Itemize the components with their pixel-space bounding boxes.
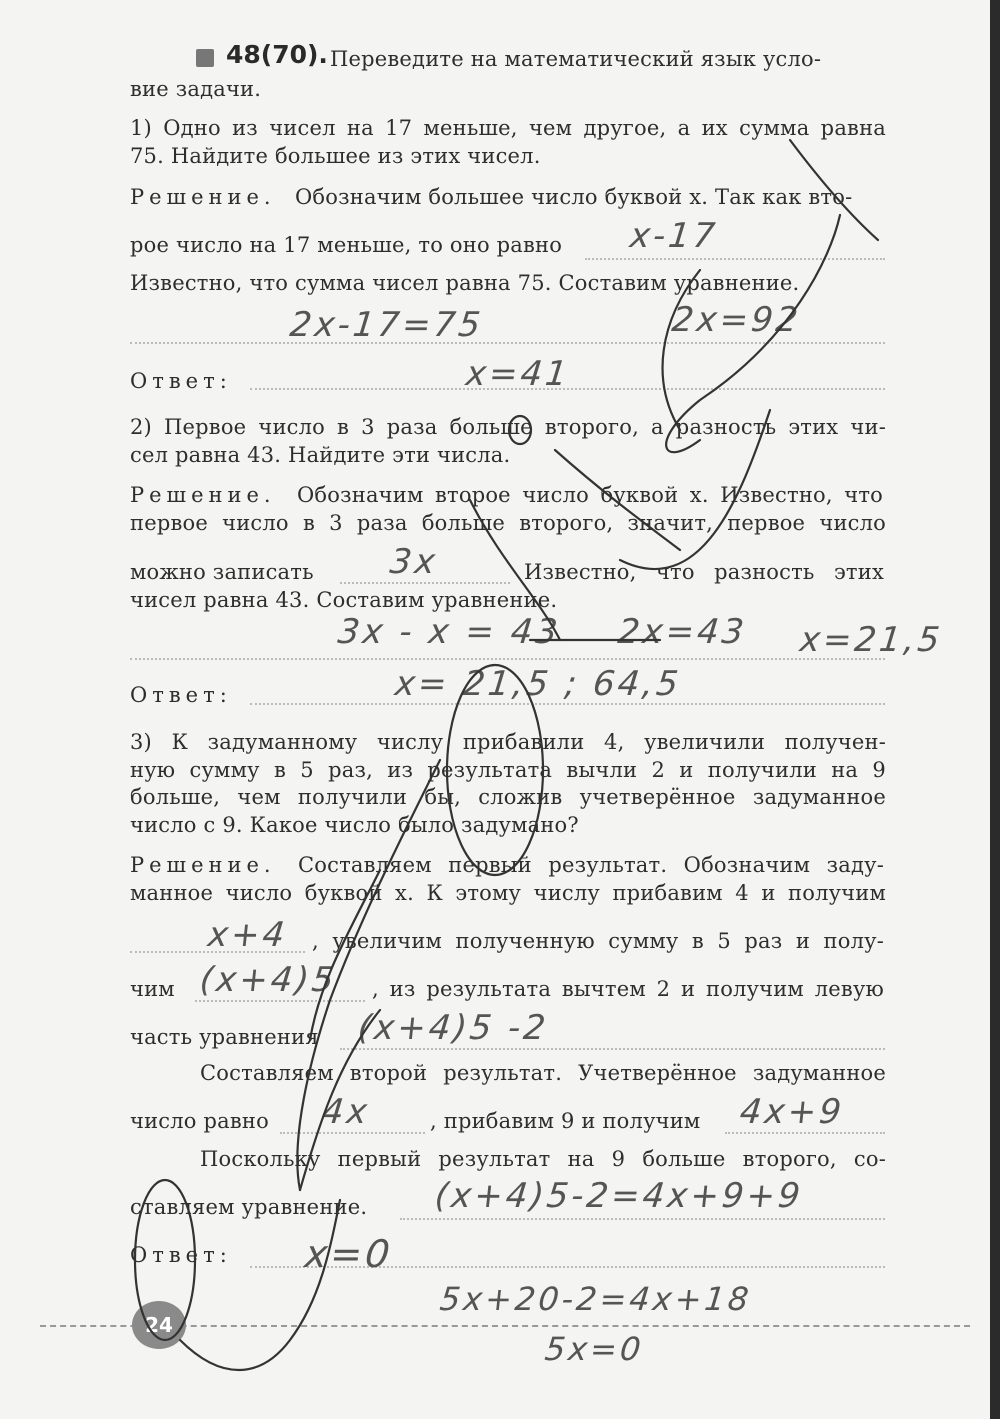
task2-solution-line3a: можно записать (130, 560, 314, 584)
task1-blank-equation (130, 342, 885, 344)
task1-solution-label: Решение. (130, 185, 276, 209)
task3-solution-line4a: чим (130, 977, 175, 1001)
task3-solution-line6: Составляем второй результат. Учетверённое задуманное (200, 1061, 886, 1085)
task1-solution-line3: Известно, что сумма чисел равна 75. Составим уравнение. (130, 271, 800, 295)
task1-blank-second-number (585, 258, 885, 260)
task2-condition-line2: сел равна 43. Найдите эти числа. (130, 443, 511, 467)
task3-solution-line7b: , прибавим 9 и получим (430, 1109, 701, 1133)
task2-solution-label: Решение. (130, 483, 276, 507)
task3-solution-line1: Составляем первый результат. Обозначим заду- (298, 853, 884, 877)
task3-handwritten-answer: x=0 (302, 1232, 395, 1276)
task3-solution-label: Решение. (130, 853, 276, 877)
task3-condition-line1: 3) К задуманному числу прибавили 4, увеличили получен- (130, 730, 886, 754)
task1-handwritten-equation: 2x-17=75 (287, 305, 486, 345)
task2-handwritten-equation2: 2x=43 (615, 612, 749, 652)
task3-blank-product (195, 1000, 365, 1002)
task2-blank-equation (130, 658, 885, 660)
task2-handwritten-3x: 3x (387, 542, 440, 582)
exercise-title-line2: вие задачи. (130, 77, 262, 101)
task3-solution-line4b: , из результата вычтем 2 и получим левую (372, 977, 884, 1001)
task3-solution-line9: ставляем уравнение. (130, 1195, 368, 1219)
task1-solution-line2: рое число на 17 меньше, то оно равно (130, 233, 563, 257)
exercise-number: 48(70). (226, 40, 328, 69)
task3-blank-left-side (340, 1048, 885, 1050)
task1-handwritten-equation2: 2x=92 (669, 300, 803, 340)
task2-handwritten-equation3: x=21,5 (797, 620, 945, 660)
task3-solution-line2: манное число буквой x. К этому числу прибавим 4 и получим (130, 881, 886, 905)
task3-handwritten-left-side: (x+4)5 -2 (355, 1008, 551, 1048)
task1-handwritten-x-minus-17: x-17 (627, 216, 720, 256)
task3-condition-line3: больше, чем получили бы, сложив учетверённое задуманное (130, 785, 886, 809)
task1-solution-line1: Обозначим большее число буквой x. Так как вто- (295, 185, 853, 209)
task2-condition-line1: 2) Первое число в 3 раза больше второго, а разность этих чи- (130, 415, 886, 439)
task3-solution-line3: , увеличим полученную сумму в 5 раз и полу- (312, 929, 884, 953)
task1-handwritten-answer: x=41 (463, 354, 572, 394)
task3-solution-line7a: число равно (130, 1109, 269, 1133)
task3-condition-line4: число с 9. Какое число было задумано? (130, 813, 579, 837)
task2-solution-line1: Обозначим второе число буквой x. Известно, что (297, 483, 883, 507)
task1-condition-line2: 75. Найдите большее из этих чисел. (130, 144, 541, 168)
task3-handwritten-4x: 4x (319, 1092, 372, 1132)
task3-handwritten-work1: 5x+20-2=4x+18 (438, 1280, 754, 1318)
task3-handwritten-equation: (x+4)5-2=4x+9+9 (432, 1176, 805, 1216)
task3-answer-label: Ответ: (130, 1243, 232, 1267)
task3-blank-4x (280, 1132, 425, 1134)
page-number-badge: 24 (132, 1301, 186, 1349)
task2-solution-line3b: Известно, что разность этих (524, 560, 884, 584)
task3-handwritten-x-plus-4: x+4 (205, 915, 290, 955)
task1-answer-label: Ответ: (130, 369, 232, 393)
task2-solution-line2: первое число в 3 раза больше второго, значит, первое число (130, 511, 886, 535)
task1-condition-line1: 1) Одно из чисел на 17 меньше, чем другое, а их сумма равна (130, 116, 886, 140)
task2-blank-first-number (340, 582, 510, 584)
task3-condition-line2: ную сумму в 5 раз, из результата вычли 2 и получили на 9 (130, 758, 886, 782)
task3-solution-line8: Поскольку первый результат на 9 больше второго, со- (200, 1147, 886, 1171)
exercise-title-line1: Переведите на математический язык усло- (330, 47, 822, 71)
task2-handwritten-equation: 3x - x = 43 (335, 612, 563, 652)
task3-handwritten-4x-plus-9: 4x+9 (737, 1092, 846, 1132)
task3-solution-line5: часть уравнения (130, 1025, 319, 1049)
exercise-marker (196, 49, 214, 67)
task3-blank-4x-plus-9 (725, 1132, 885, 1134)
task2-answer-label: Ответ: (130, 683, 232, 707)
task3-handwritten-product: (x+4)5 (197, 960, 339, 1000)
task3-blank-equation (400, 1218, 885, 1220)
task2-handwritten-answer: x= 21,5 ; 64,5 (392, 664, 684, 704)
scribble-stroke (180, 1200, 340, 1370)
task2-solution-line4: чисел равна 43. Составим уравнение. (130, 588, 558, 612)
task3-handwritten-work2: 5x=0 (543, 1330, 646, 1368)
scan-edge-shadow (990, 0, 1000, 1419)
